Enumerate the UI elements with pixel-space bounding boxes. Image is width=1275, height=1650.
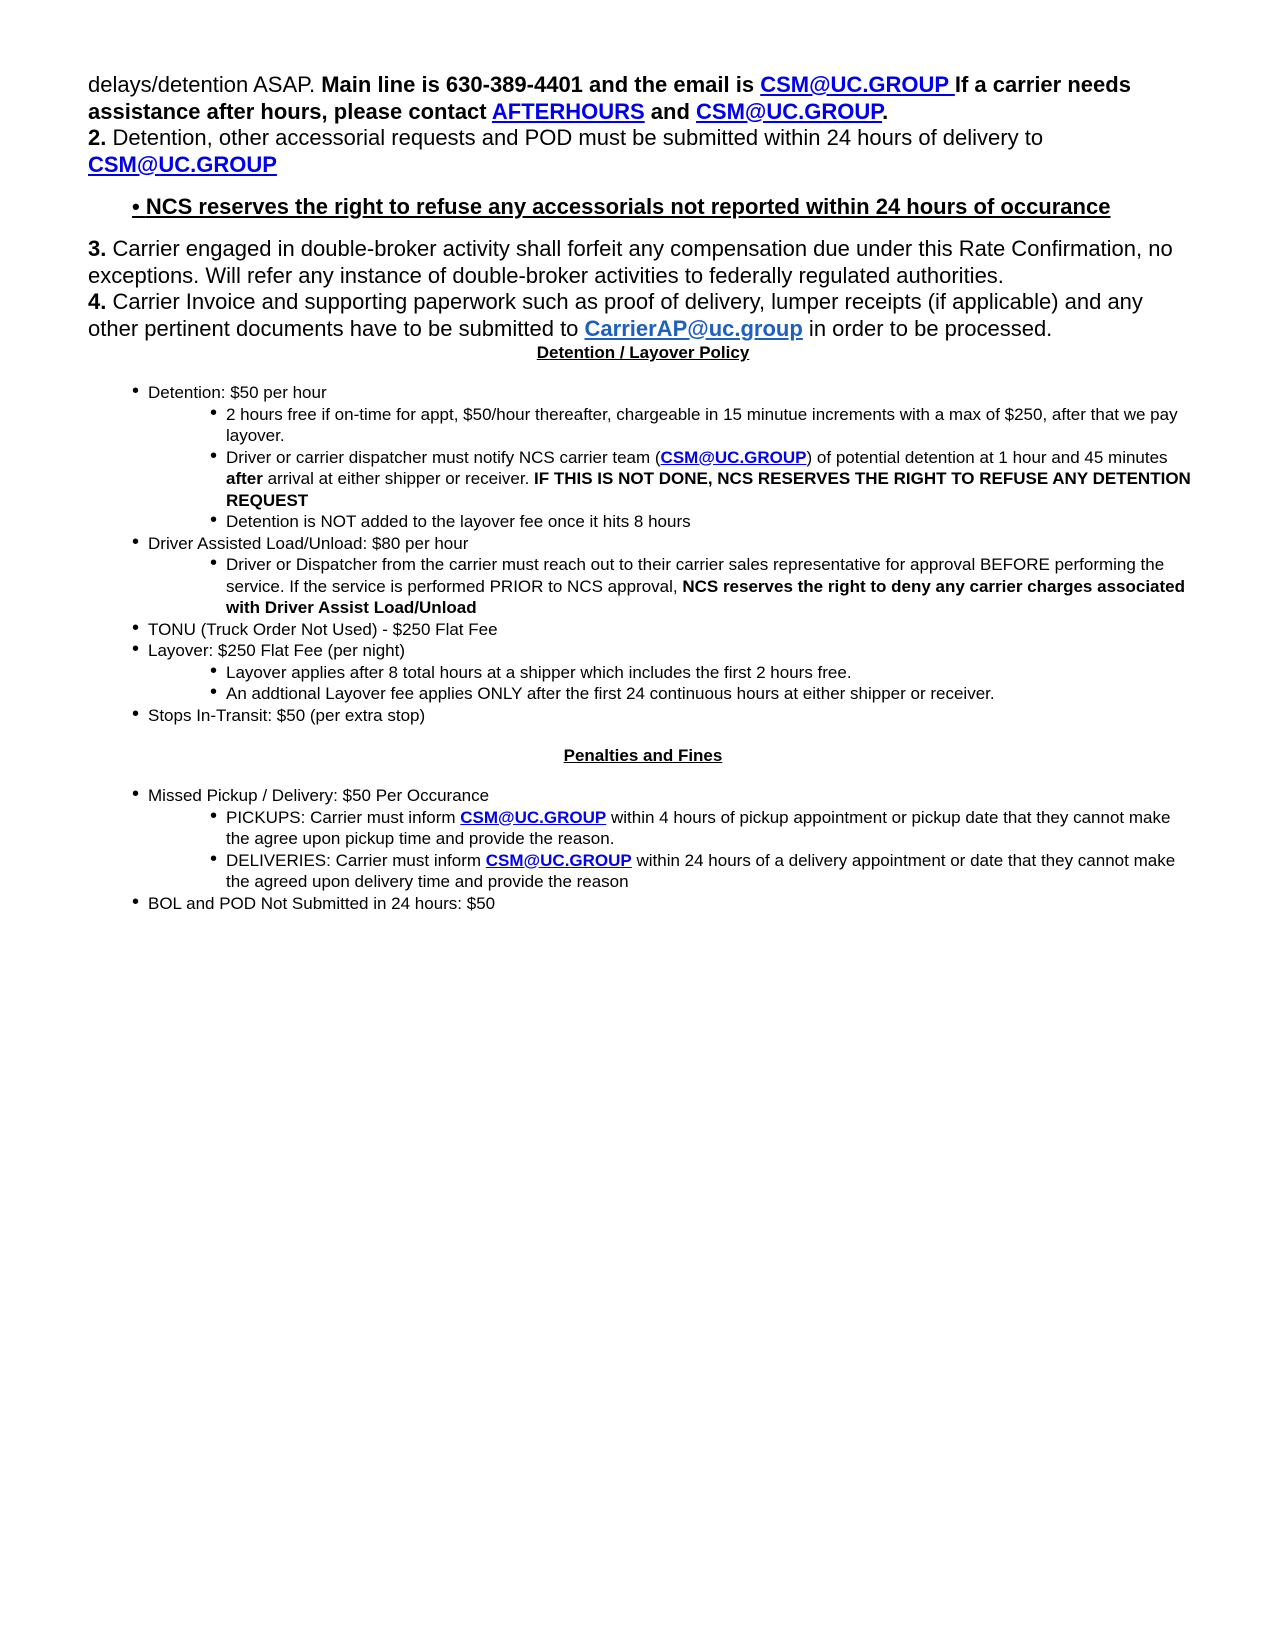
link-csm-email-5[interactable]: CSM@UC.GROUP (460, 807, 607, 827)
detention-arrival-text: arrival at either shipper or receiver. (262, 469, 535, 488)
link-csm-email-6[interactable]: CSM@UC.GROUP (485, 850, 632, 870)
notice-text: NCS reserves the right to refuse any accessorials not reported within 24 hours of occurance (145, 194, 1111, 219)
bol-pod-fee: BOL and POD Not Submitted in 24 hours: $50 (148, 893, 496, 913)
link-carrier-ap-email[interactable]: CarrierAP@uc.group (584, 315, 803, 341)
paragraph-4-text: Carrier Invoice and supporting paperwork such as proof of delivery, lumper receipts (if applicable) and any other pertinent documents have to be submitted to (88, 289, 1143, 341)
layover-rule-2: An addtional Layover fee applies ONLY after the first 24 continuous hours at either shipper or receiver. (226, 684, 995, 703)
detention-notify-text: Driver or carrier dispatcher must notify NCS carrier team ( (226, 447, 661, 467)
paragraph-3 (88, 236, 1198, 289)
list-item (132, 533, 1198, 619)
detention-policy-title: Detention / Layover Policy (536, 343, 750, 362)
list-item (132, 619, 1198, 641)
list-item (210, 807, 1198, 850)
list-item (210, 511, 1198, 533)
detention-warning: IF THIS IS NOT DONE, NCS RESERVES THE RIGHT TO REFUSE ANY DETENTION REQUEST (226, 469, 1191, 510)
driver-assist-rate: Driver Assisted Load/Unload: $80 per hour (148, 533, 469, 553)
deliveries-text: DELIVERIES: Carrier must inform (226, 850, 486, 870)
list-item (210, 404, 1198, 447)
tonu-fee: TONU (Truck Order Not Used) - $250 Flat Fee (148, 619, 498, 639)
pickups-text-end: within 4 hours of pickup appointment or pickup date that they cannot make the agree upon pickup time and provide the reason. (226, 807, 1171, 848)
paragraph-contact (88, 72, 1198, 125)
detention-notify-time: ) of potential detention at 1 hour and 45 minutes (806, 447, 1168, 467)
detention-layover-note: Detention is NOT added to the layover fee once it hits 8 hours (226, 512, 691, 531)
list-item (132, 640, 1198, 705)
list-item (210, 850, 1198, 893)
detention-after-word: after (226, 469, 263, 488)
paragraph-4-text-end: in order to be processed. (802, 315, 1053, 341)
pickups-text: PICKUPS: Carrier must inform (226, 807, 461, 827)
link-csm-email-3[interactable]: CSM@UC.GROUP (88, 151, 277, 177)
text-after-hours: If a carrier needs assistance after hours, please contact (88, 72, 1131, 124)
list-item (132, 382, 1198, 533)
paragraph-4 (88, 289, 1198, 342)
driver-assist-approval: Driver or Dispatcher from the carrier must reach out to their carrier sales representative for approval BEFORE performing the service. If the service is performed PRIOR to NCS approval, (226, 555, 1165, 596)
list-item (210, 554, 1198, 619)
list-item (210, 447, 1198, 512)
list-item (210, 662, 1198, 684)
driver-assist-warning: NCS reserves the right to deny any carrier charges associated with Driver Assist Load/Unload (226, 576, 1185, 617)
list-item (210, 683, 1198, 705)
notice-bullet: • (132, 194, 146, 219)
layover-rule-1: Layover applies after 8 total hours at a shipper which includes the first 2 hours free. (226, 662, 852, 682)
list-item (132, 893, 1198, 915)
paragraph-2-text: Detention, other accessorial requests and POD must be submitted within 24 hours of delivery to (106, 125, 1044, 150)
paragraph-2 (88, 125, 1198, 178)
paragraph-2-number: 2. (88, 125, 107, 150)
missed-pickup-fee: Missed Pickup / Delivery: $50 Per Occurance (148, 786, 490, 805)
document-page (88, 72, 1198, 914)
link-csm-email-2[interactable]: CSM@UC.GROUP (696, 98, 883, 124)
detention-free-hours: 2 hours free if on-time for appt, $50/hour thereafter, chargeable in 15 minutue increments with a max of $250, after that we pay layover. (226, 404, 1178, 445)
layover-fee: Layover: $250 Flat Fee (per night) (148, 641, 406, 660)
text-delays: delays/detention ASAP. (88, 72, 322, 97)
text-and: and (644, 98, 697, 124)
list-item (132, 705, 1198, 727)
paragraph-4-number: 4. (88, 289, 107, 314)
paragraph-3-number: 3. (88, 236, 107, 261)
detention-rate: Detention: $50 per hour (148, 383, 327, 402)
detention-policy-list (88, 382, 1198, 726)
intro-section (88, 72, 1198, 178)
link-csm-email-4[interactable]: CSM@UC.GROUP (660, 447, 807, 467)
list-item (132, 785, 1198, 893)
accessorial-notice (88, 194, 1198, 220)
penalties-list (88, 785, 1198, 914)
paragraph-3-text: Carrier engaged in double-broker activity shall forfeit any compensation due under this Rate Confirmation, no exceptions. Will refer any instance of double-broker activities to federally regulated authorities. (88, 236, 1173, 288)
link-csm-email-1[interactable]: CSM@UC.GROUP (760, 72, 955, 97)
penalties-title: Penalties and Fines (563, 746, 723, 765)
deliveries-text-end: within 24 hours of a delivery appointment or date that they cannot make the agreed upon delivery time and provide the reason (226, 850, 1176, 891)
link-afterhours[interactable]: AFTERHOURS (491, 98, 645, 124)
terms-section (88, 236, 1198, 342)
text-period: . (882, 98, 889, 124)
stops-in-transit-fee: Stops In-Transit: $50 (per extra stop) (148, 705, 426, 725)
text-main-line: Main line is 630-389-4401 and the email is (321, 72, 761, 97)
